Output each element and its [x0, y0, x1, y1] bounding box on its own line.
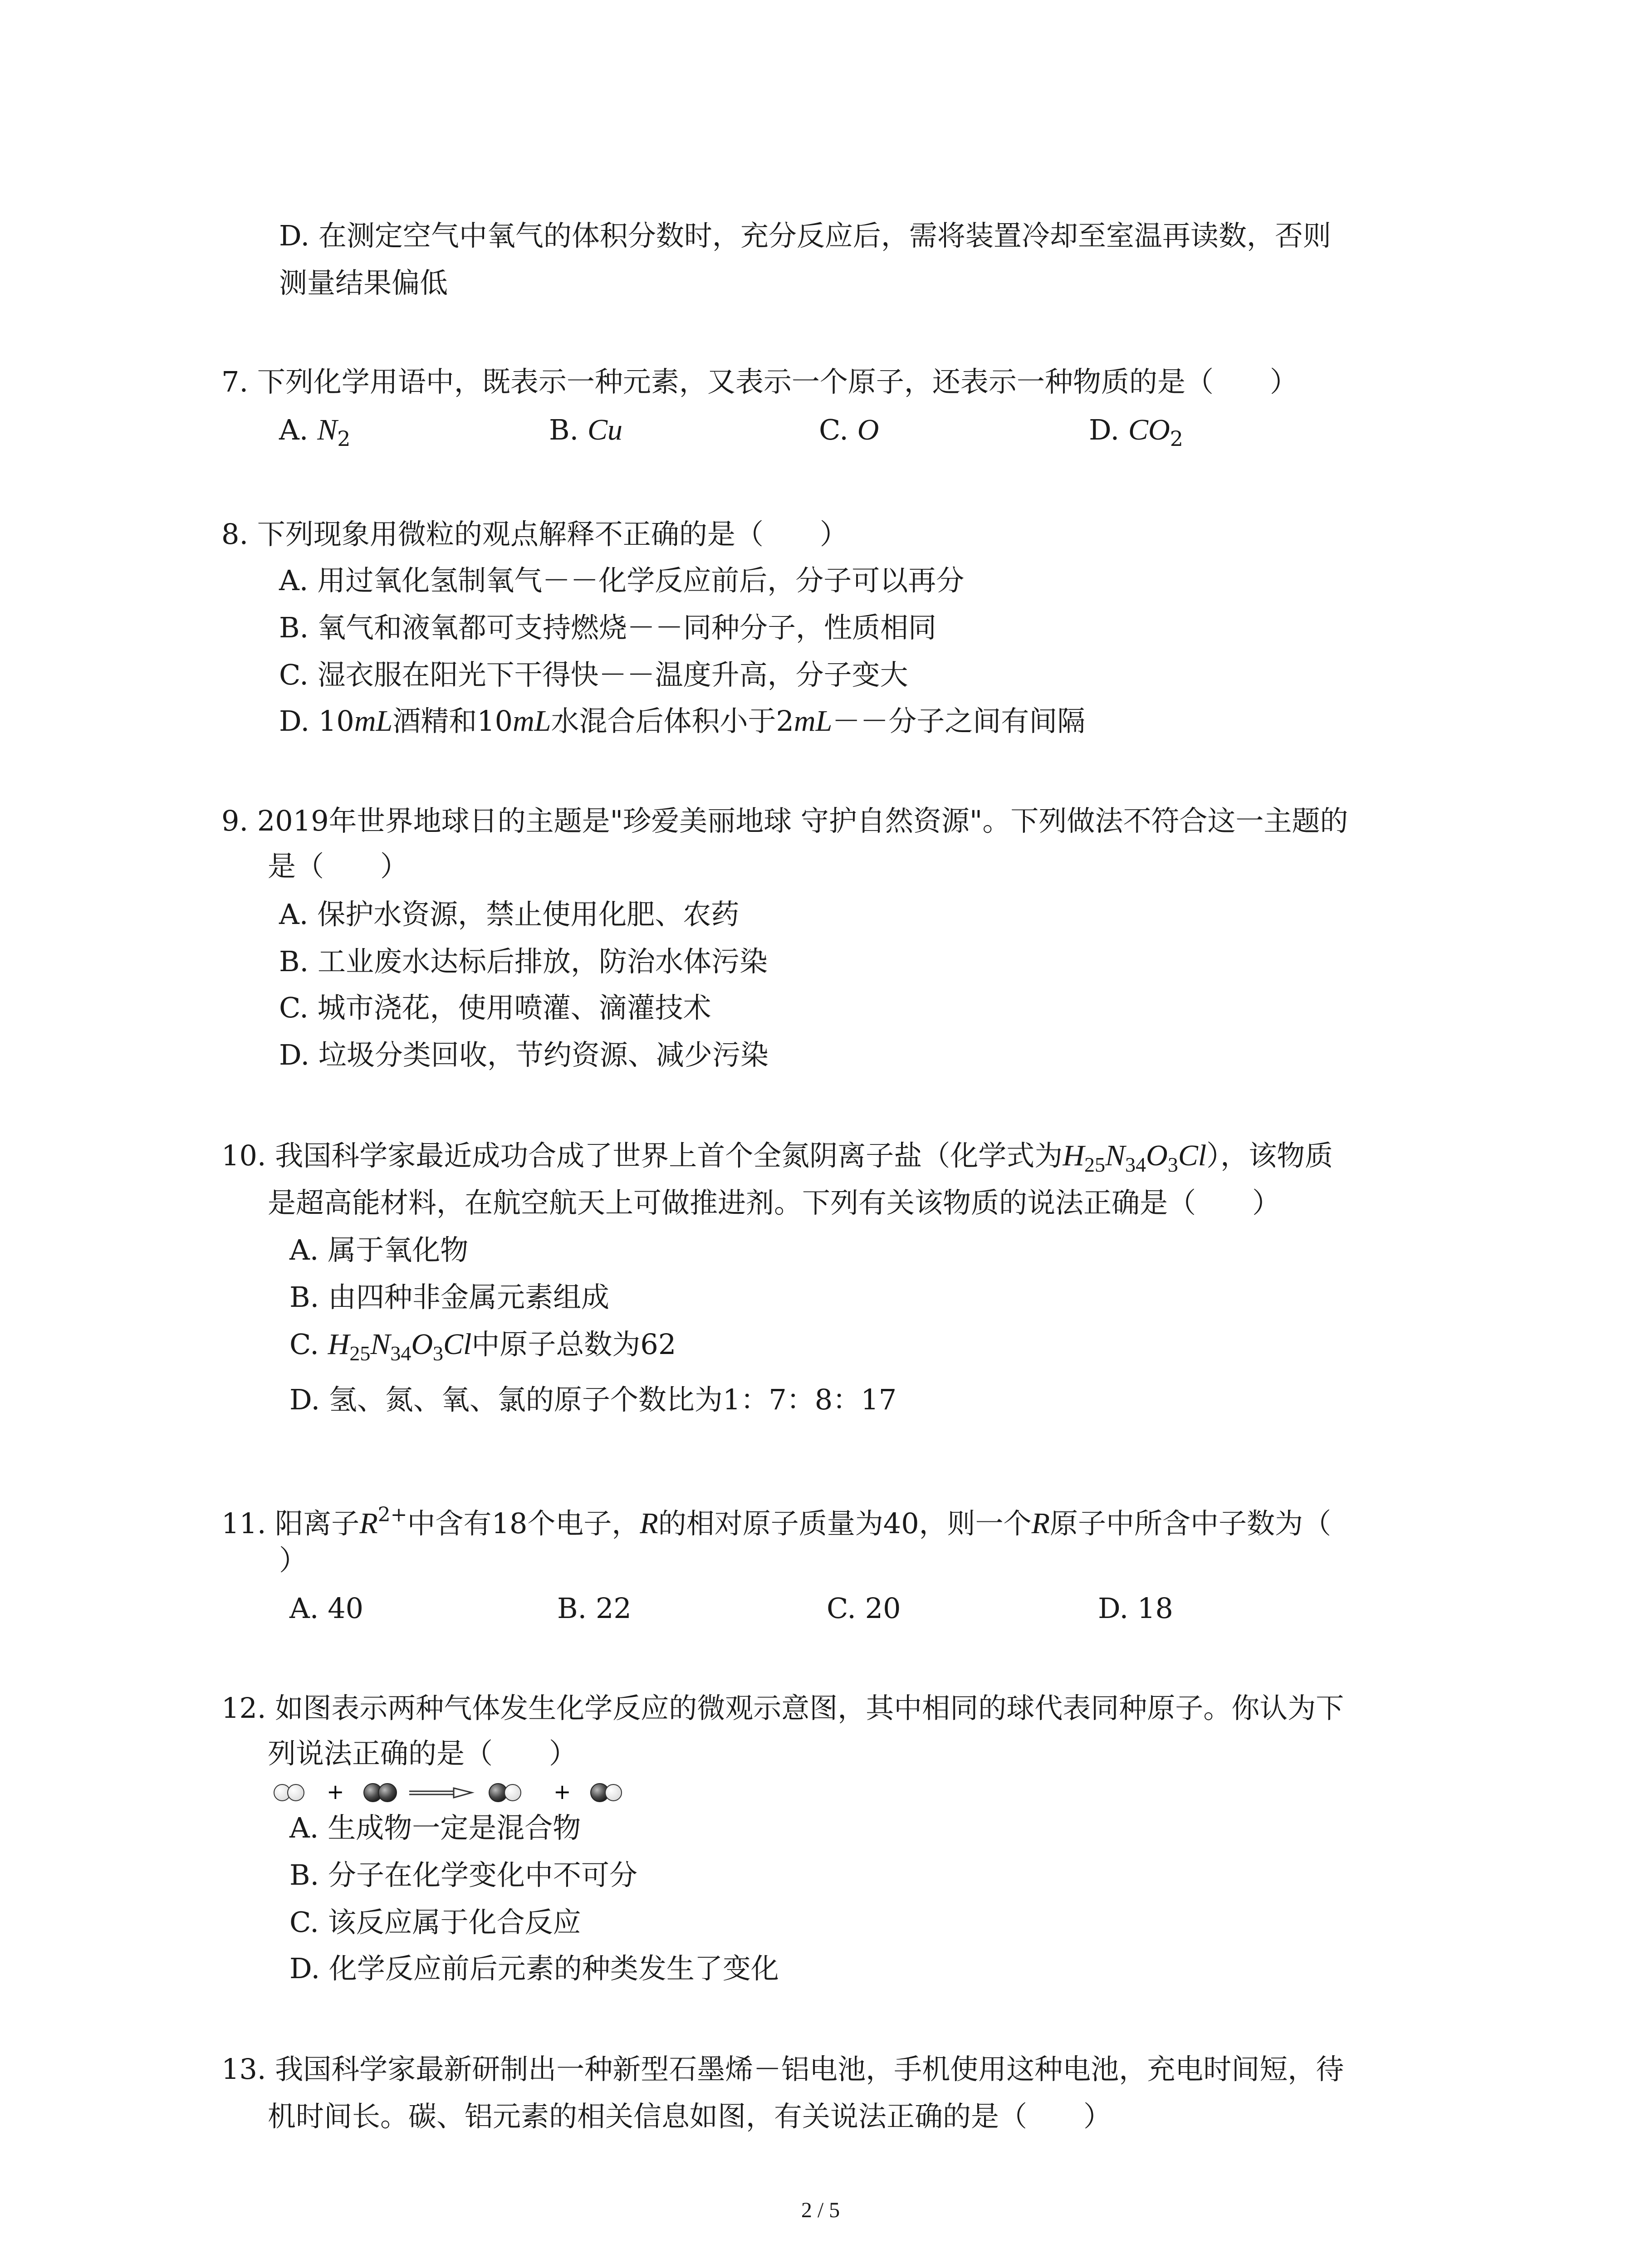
q10-option-c: C. $H_{25}N_{34}O_3Cl$中原子总数为62: [289, 1328, 676, 1365]
q11-option-b: B. 22: [557, 1592, 632, 1625]
q7-option-b: B. Cu: [549, 413, 623, 446]
q11-stem-line1: 11. 阳离子$R^{2+}$中含有18个电子，R的相对原子质量为40，则一个R原子中所含中子数为（: [221, 1503, 1331, 1540]
q10-stem-line1: 10. 我国科学家最近成功合成了世界上首个全氮阴离子盐（化学式为$H_{25}N_{34}O_3Cl$），该物质: [221, 1139, 1333, 1176]
q11-option-d: D. 18: [1098, 1592, 1173, 1625]
q8-option-a: A. 用过氧化氢制氧气－－化学反应前后，分子可以再分: [279, 564, 965, 597]
q9-stem-line1: 9. 2019年世界地球日的主题是"珍爱美丽地球 守护自然资源"。下列做法不符合这一主题的: [221, 804, 1348, 837]
q8-option-b: B. 氧气和液氧都可支持燃烧－－同种分子，性质相同: [279, 611, 936, 644]
reaction-arrow: [409, 1788, 472, 1798]
q10-stem-line2: 是超高能材料，在航空航天上可做推进剂。下列有关该物质的说法正确是（ ）: [268, 1186, 1281, 1219]
q10-option-a: A. 属于氧化物: [289, 1233, 469, 1266]
q6-option-d-line2: 测量结果偏低: [279, 266, 448, 299]
q9-stem-line2: 是（ ）: [268, 850, 409, 883]
q12-option-c: C. 该反应属于化合反应: [289, 1906, 581, 1939]
product-molecule-1: [489, 1784, 521, 1802]
q9-option-b: B. 工业废水达标后排放，防治水体污染: [279, 945, 768, 978]
reactant-dark-molecule: [364, 1784, 397, 1802]
q7-stem: 7. 下列化学用语中，既表示一种元素，又表示一个原子，还表示一种物质的是（ ）: [221, 365, 1298, 398]
q11-option-c: C. 20: [827, 1592, 901, 1625]
q10-option-b: B. 由四种非金属元素组成: [289, 1281, 609, 1314]
q10-option-d: D. 氢、氮、氧、氯的原子个数比为1：7：8：17: [289, 1383, 897, 1416]
q12-option-b: B. 分子在化学变化中不可分: [289, 1858, 637, 1892]
q6-option-d-line1: D. 在测定空气中氧气的体积分数时，充分反应后，需将装置冷却至室温再读数，否则: [279, 219, 1331, 252]
q8-option-d: D. 10mL酒精和10mL水混合后体积小于2mL－－分子之间有间隔: [279, 704, 1086, 738]
q10-formula: $H_{25}N_{34}O_3Cl$: [1063, 1139, 1207, 1176]
q9-option-d: D. 垃圾分类回收，节约资源、减少污染: [279, 1038, 769, 1071]
q12-option-d: D. 化学反应前后元素的种类发生了变化: [289, 1952, 779, 1985]
reaction-diagram: [272, 1774, 681, 1811]
q7-option-a: A. $N_2$: [279, 413, 351, 451]
reactant-white-molecule: [274, 1784, 304, 1801]
page-number: 2 / 5: [801, 2198, 840, 2222]
q7-option-c: C. O: [819, 413, 879, 446]
q8-stem: 8. 下列现象用微粒的观点解释不正确的是（ ）: [221, 518, 848, 551]
q12-stem-line2: 列说法正确的是（ ）: [268, 1737, 578, 1770]
q7-option-d: D. $CO_2$: [1089, 413, 1183, 451]
q12-stem-line1: 12. 如图表示两种气体发生化学反应的微观示意图，其中相同的球代表同种原子。你认为下: [221, 1691, 1344, 1725]
q13-stem-line1: 13. 我国科学家最新研制出一种新型石墨烯－铝电池，手机使用这种电池，充电时间短，待: [221, 2053, 1344, 2086]
q9-option-a: A. 保护水资源，禁止使用化肥、农药: [279, 898, 740, 931]
q9-option-c: C. 城市浇花，使用喷灌、滴灌技术: [279, 991, 711, 1024]
q11-stem-line2: ）: [279, 1544, 308, 1577]
plus-sign: +: [554, 1779, 571, 1804]
q12-option-a: A. 生成物一定是混合物: [289, 1811, 581, 1844]
product-molecule-2: [591, 1784, 622, 1802]
plus-sign: +: [327, 1779, 344, 1804]
q11-option-a: A. 40: [289, 1592, 364, 1625]
q13-stem-line2: 机时间长。碳、铝元素的相关信息如图，有关说法正确的是（ ）: [268, 2100, 1112, 2133]
q8-option-c: C. 湿衣服在阳光下干得快－－温度升高，分子变大: [279, 658, 908, 691]
